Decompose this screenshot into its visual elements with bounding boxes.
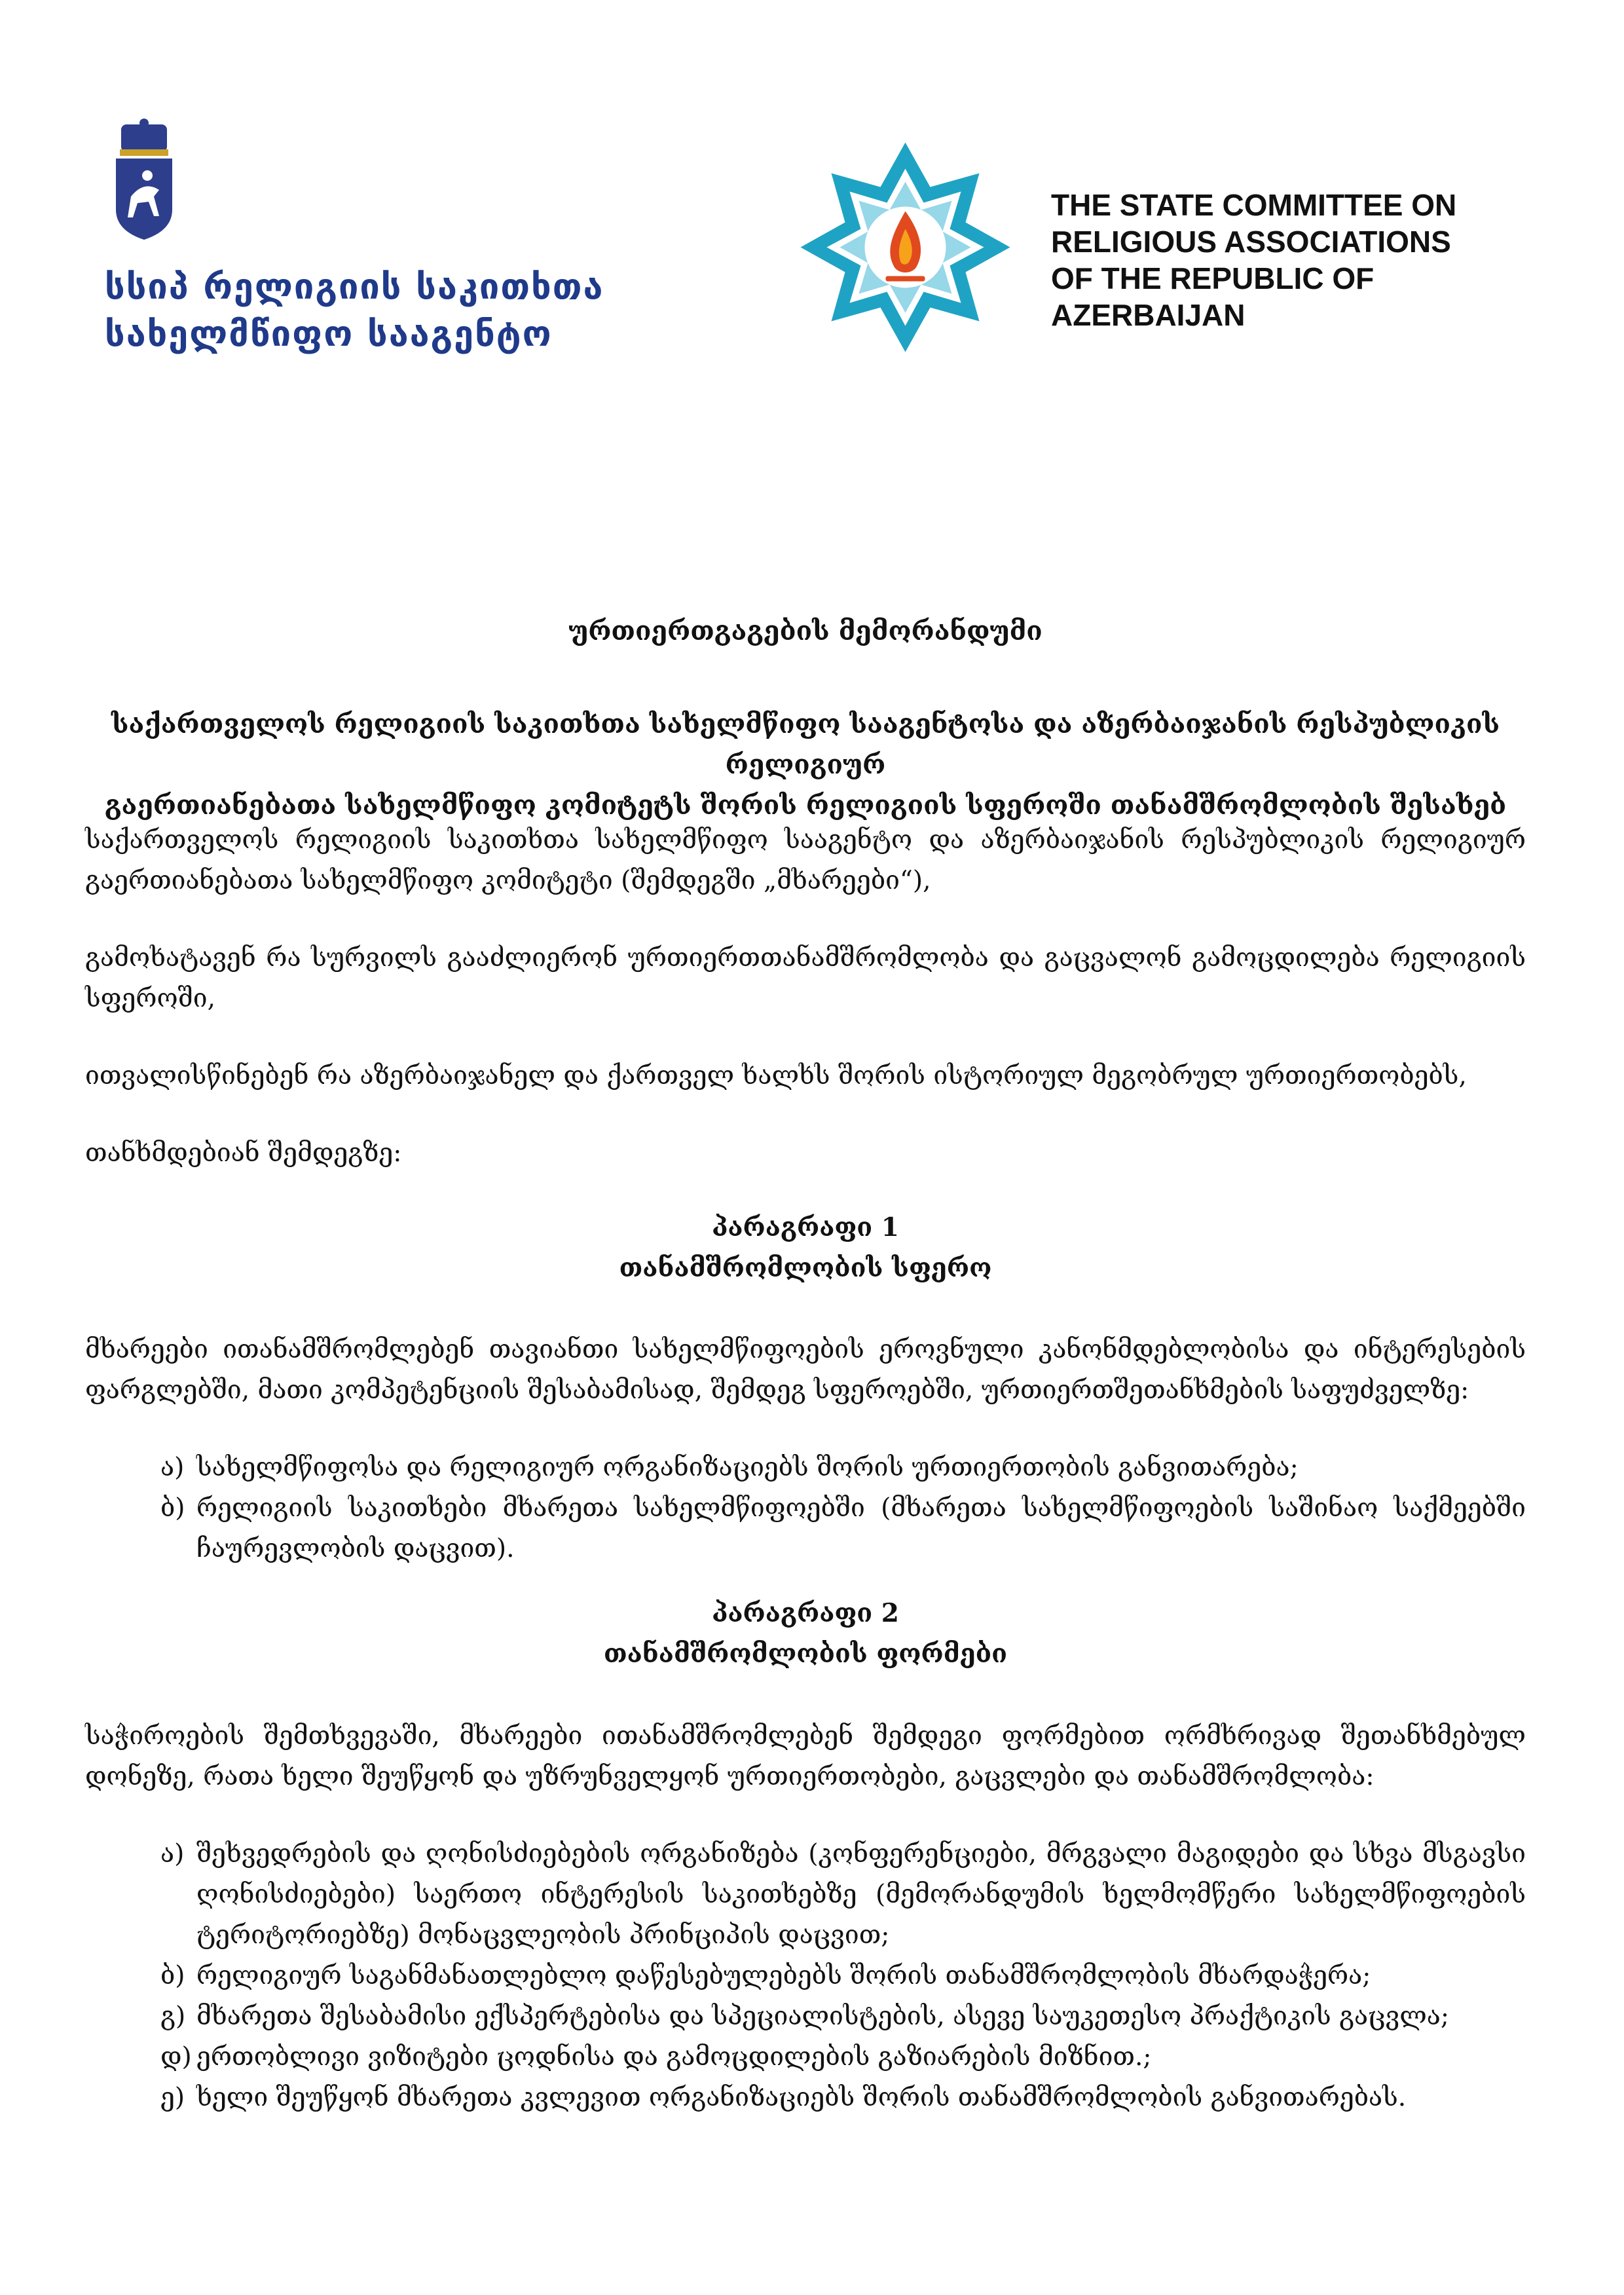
georgian-coat-of-arms-icon <box>108 118 180 242</box>
list-item-text: რელიგიის საკითხები მხარეთა სახელმწიფოებში (მხარეთა სახელმწიფოების საშინაო საქმეებში ჩაურევლობის დაცვით). <box>196 1493 1526 1563</box>
preamble-paragraph-3: ითვალისწინებენ რა აზერბაიჯანელ და ქართველ ხალხს შორის ისტორიულ მეგობრულ ურთიერთობებს, <box>85 1061 1467 1091</box>
list-item-text: რელიგიურ საგანმანათლებლო დაწესებულებებს შორის თანამშრომლობის მხარდაჭერა; <box>196 1961 1371 1990</box>
preamble-paragraph-1: საქართველოს რელიგიის საკითხთა სახელმწიფო სააგენტო და აზერბაიჯანის რესპუბლიკის რელიგიურ გაერთიანებათა სახელმწიფო კომიტეტი (შემდეგში „მხარეები“), <box>85 825 1526 895</box>
georgia-agency-line1: სსიპ რელიგიის საკითხთა <box>105 266 604 307</box>
list-item <box>160 2037 1526 2078</box>
azerbaijan-committee-name <box>1051 187 1509 333</box>
azerbaijan-committee-star-emblem-icon <box>796 138 1015 357</box>
list-item <box>160 2078 1526 2118</box>
list-item-label: გ) <box>160 2002 186 2031</box>
list-item-label: ბ) <box>160 1493 185 1523</box>
list-item-label: დ) <box>160 2042 192 2072</box>
preamble-paragraph-2: გამოხატავენ რა სურვილს გააძლიერონ ურთიერთთანამშრომლობა და გაცვალონ გამოცდილება რელიგიის სფეროში, <box>85 943 1526 1013</box>
section-1-number: პარაგრაფი 1 <box>712 1212 899 1242</box>
section-1-body: მხარეები ითანამშრომლებენ თავიანთი სახელმწიფოების ეროვნული კანონმდებლობისა და ინტერესების ფარგლებში, მათი კომპეტენციის შესაბამისად, შემდეგ სფეროებში, ურთიერთშეთანხმების საფუძველზე: <box>85 1335 1526 1405</box>
section-2-number: პარაგრაფი 2 <box>712 1598 899 1628</box>
azerbaijan-committee-line1: THE STATE COMMITTEE ON <box>1051 188 1457 222</box>
list-item-label: ა) <box>160 1453 185 1482</box>
section-2-heading: თანამშრომლობის ფორმები <box>604 1639 1007 1669</box>
list-item-text: სახელმწიფოსა და რელიგიურ ორგანიზაციებს შორის ურთიერთობის განვითარება; <box>196 1453 1299 1482</box>
georgia-agency-name <box>105 263 694 358</box>
list-item <box>160 1488 1526 1569</box>
section-1-list <box>160 1447 1526 1578</box>
list-item-label: ა) <box>160 1839 185 1869</box>
list-item <box>160 1447 1526 1488</box>
list-item-text: მხარეთა შესაბამისი ექსპერტებისა და სპეციალისტების, ასევე საუკეთესო პრაქტიკის გაცვლა; <box>196 2002 1449 2031</box>
list-item <box>160 1834 1526 1956</box>
list-item-text: ერთობლივი ვიზიტები ცოდნისა და გამოცდილების გაზიარების მიზნით.; <box>196 2042 1152 2072</box>
section-2-list <box>160 1834 1526 2148</box>
section-1-heading: თანამშრომლობის სფერო <box>619 1253 992 1283</box>
section-1-header <box>85 1207 1526 1288</box>
document-subtitle-line2: გაერთიანებათა სახელმწიფო კომიტეტს შორის რელიგიის სფეროში თანამშრომლობის შესახებ <box>104 790 1507 821</box>
list-item <box>160 1996 1526 2037</box>
list-item <box>160 1956 1526 1996</box>
document-subtitle-line1: საქართველოს რელიგიის საკითხთა სახელმწიფო სააგენტოსა და აზერბაიჯანის რესპუბლიკის რელიგიურ <box>111 709 1500 780</box>
list-item-label: ე) <box>160 2083 185 2112</box>
list-item-text: ხელი შეუწყონ მხარეთა კვლევით ორგანიზაციებს შორის თანამშრომლობის განვითარებას. <box>196 2083 1407 2112</box>
list-item-label: ბ) <box>160 1961 185 1990</box>
preamble-paragraph-4: თანხმდებიან შემდეგზე: <box>85 1138 402 1168</box>
section-2-body: საჭიროების შემთხვევაში, მხარეები ითანამშრომლებენ შემდეგი ფორმებით ორმხრივად შეთანხმებულ დონეზე, რათა ხელი შეუწყონ და უზრუნველყონ ურთიერთობები, გაცვლები და თანამშრომლობა: <box>85 1721 1526 1791</box>
section-2-header <box>85 1593 1526 1674</box>
georgia-agency-line2: სახელმწიფო სააგენტო <box>105 313 553 354</box>
azerbaijan-committee-line3: OF THE REPUBLIC OF AZERBAIJAN <box>1051 261 1375 332</box>
azerbaijan-committee-line2: RELIGIOUS ASSOCIATIONS <box>1051 225 1451 259</box>
list-item-text: შეხვედრების და ღონისძიებების ორგანიზება (კონფერენციები, მრგვალი მაგიდები და სხვა მსგავსი ღონისძიებები) საერთო ინტერესის საკითხებზე (მემორანდუმის ხელმომწერი სახელმწიფოების ტერიტორიებზე) მონაცვლეობის პრინციპის დაცვით; <box>196 1839 1526 1950</box>
document-subtitle <box>85 704 1526 826</box>
document-title: ურთიერთგაგების მემორანდუმი <box>568 616 1043 646</box>
